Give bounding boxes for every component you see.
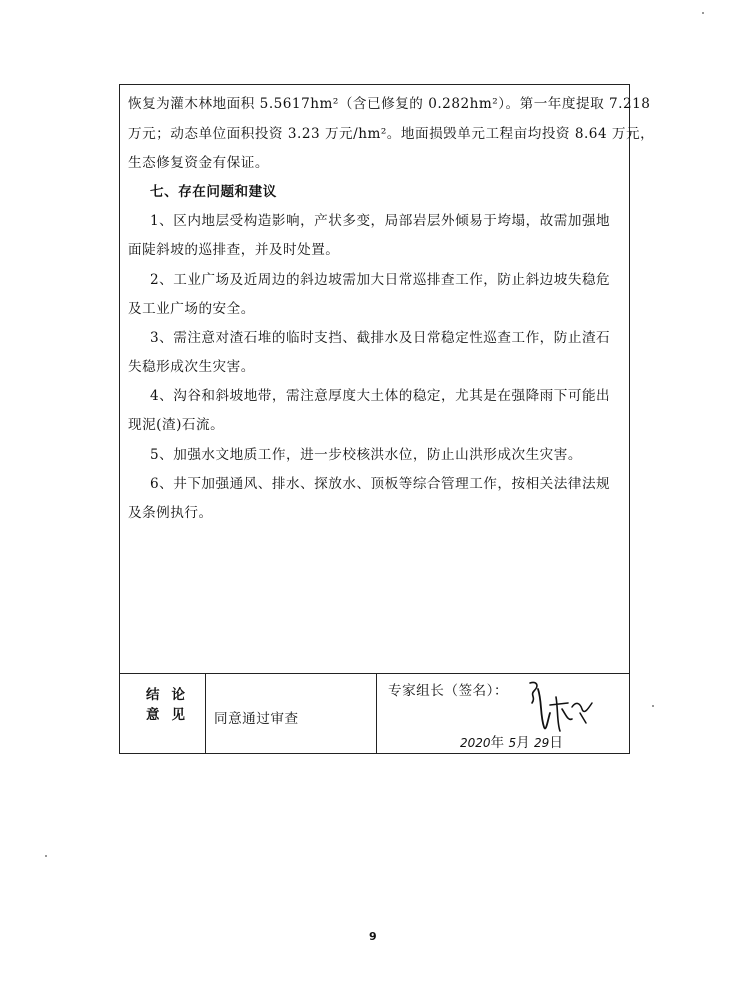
scan-speck — [702, 12, 704, 14]
list-item: 3、需注意对渣石堆的临时支挡、截排水及日常稳定性巡查工作，防止渣石 — [150, 330, 611, 346]
review-table — [119, 84, 655, 754]
conclusion-label-line1: 结论 — [146, 687, 197, 703]
list-item: 4、沟谷和斜坡地带，需注意厚度大土体的稳定，尤其是在强降雨下可能出 — [150, 388, 611, 404]
list-item: 2、工业广场及近周边的斜边坡需加大日常巡排查工作，防止斜边坡失稳危 — [150, 272, 611, 288]
conclusion-label-cell — [120, 673, 205, 753]
expert-leader-label: 专家组长（签名）： — [388, 683, 509, 699]
list-item-continuation: 面陡斜坡的巡排查，并及时处置。 — [128, 242, 340, 258]
page-number: 9 — [369, 930, 377, 943]
date-day-char: 日 — [549, 735, 563, 751]
list-item: 5、加强水文地质工作，进一步校核洪水位，防止山洪形成次生灾害。 — [150, 447, 582, 463]
date-year-char: 年 — [490, 735, 505, 751]
table-content-cell — [120, 85, 655, 675]
handwritten-signature — [510, 679, 605, 739]
scan-speck — [652, 705, 654, 707]
column-divider — [376, 673, 377, 753]
section-heading: 七、存在问题和建议 — [150, 184, 277, 200]
list-item-continuation: 及条例执行。 — [128, 505, 213, 521]
list-item: 6、井下加强通风、排水、探放水、顶板等综合管理工作，按相关法律法规 — [150, 476, 611, 492]
date-year: 2020 — [460, 736, 491, 750]
list-item-continuation: 及工业广场的安全。 — [128, 301, 255, 317]
list-item-continuation: 现泥(渣)石流。 — [128, 417, 225, 433]
paragraph-line: 万元；动态单位面积投资 3.23 万元/hm²。地面损毁单元工程亩均投资 8.64 万元， — [128, 126, 655, 142]
list-item-continuation: 失稳形成次生灾害。 — [128, 359, 255, 375]
date-month: 5 — [508, 736, 517, 750]
scan-speck — [45, 855, 47, 857]
paragraph-line: 恢复为灌木林地面积 5.5617hm²（含已修复的 0.282hm²）。第一年度提取 7.218 — [128, 96, 651, 112]
list-item: 1、区内地层受构造影响，产状多变，局部岩层外倾易于垮塌，故需加强地 — [150, 213, 611, 229]
conclusion-label-line2: 意见 — [146, 707, 197, 723]
column-divider — [205, 673, 206, 753]
paragraph-line: 生态修复资金有保证。 — [128, 155, 269, 171]
sign-date — [460, 731, 563, 751]
date-month-char: 月 — [516, 735, 530, 751]
date-day: 29 — [534, 736, 550, 750]
conclusion-opinion: 同意通过审查 — [214, 711, 299, 727]
